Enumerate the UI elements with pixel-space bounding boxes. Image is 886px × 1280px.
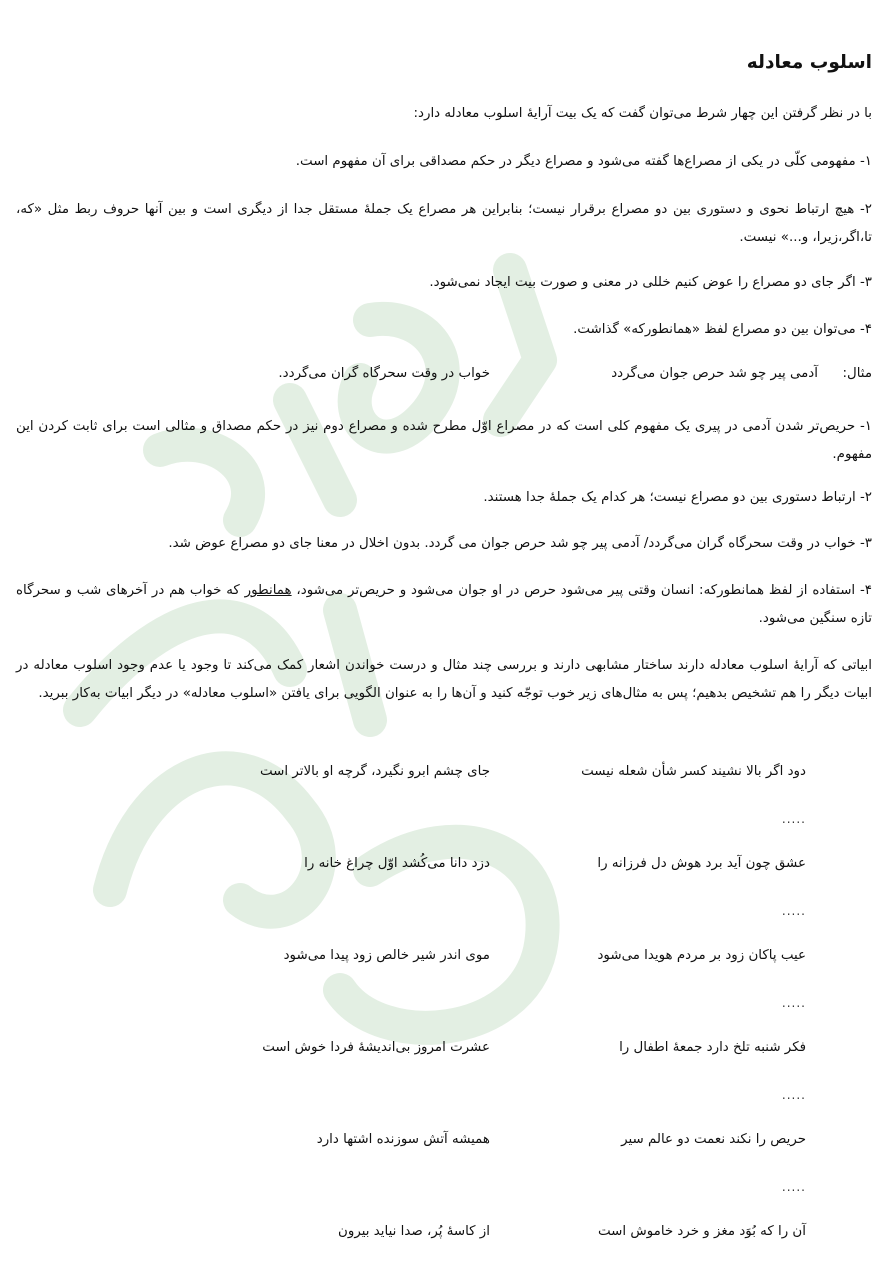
- verse-3-hemistich-1: عیب پاکان زود بر مردم هویدا می‌شود: [597, 948, 806, 963]
- analysis-4: [16, 577, 872, 633]
- condition-3: ۳- اگر جای دو مصراع را عوض کنیم خللی در معنی و صورت بیت ایجاد نمی‌شود.: [429, 275, 872, 290]
- verse-1-dots: .....: [781, 812, 806, 826]
- analysis-4-after: که خواب هم در آخرهای شب و سحرگاه تازه سنگین می‌شود.: [16, 583, 872, 626]
- page-title: اسلوب معادله: [746, 52, 872, 73]
- example-hemistich-1: آدمی پیر چو شد حرص جوان می‌گردد: [611, 366, 818, 381]
- analysis-3: ۳- خواب در وقت سحرگاه گران می‌گردد/ آدمی پیر چو شد حرص جوان می گردد. بدون اخلال در معنا جای دو مصراع عوض شد.: [168, 536, 872, 551]
- verse-2-dots: .....: [781, 904, 806, 918]
- verse-5-dots: .....: [781, 1180, 806, 1194]
- verse-4-dots: .....: [781, 1088, 806, 1102]
- verse-2-hemistich-1: عشق چون آید برد هوش دل فرزانه را: [597, 856, 806, 871]
- verse-1-hemistich-1: دود اگر بالا نشیند کسر شأن شعله نیست: [581, 764, 806, 779]
- condition-1: ۱- مفهومی کلّی در یکی از مصراع‌ها گفته می‌شود و مصراع دیگر در حکم مصداقی برای آن مفهوم است.: [295, 154, 872, 169]
- verse-2-hemistich-2: دزد دانا می‌کُشد اوّل چراغ خانه را: [304, 856, 490, 871]
- verse-4-hemistich-2: عشرت امروز بی‌اندیشهٔ فردا خوش است: [262, 1040, 490, 1055]
- example-label: مثال:: [842, 366, 872, 381]
- analysis-2: ۲- ارتباط دستوری بین دو مصراع نیست؛ هر کدام یک جملهٔ جدا هستند.: [483, 490, 872, 505]
- verse-4-hemistich-1: فکر شنبه تلخ دارد جمعهٔ اطفال را: [619, 1040, 806, 1055]
- verse-3-dots: .....: [781, 996, 806, 1010]
- condition-2: ۲- هیچ ارتباط نحوی و دستوری بین دو مصراع برقرار نیست؛ بنابراین هر مصراع یک جملهٔ مستقل جدا از دیگری است و بین آنها حروف ربط مثل «که، تا،اگر،زیرا، و...» نیست.: [16, 202, 872, 245]
- verse-6-hemistich-2: از کاسهٔ پُر، صدا نیاید بیرون: [338, 1224, 490, 1239]
- verse-5-hemistich-2: همیشه آتش سوزنده اشتها دارد: [316, 1132, 490, 1147]
- closing-paragraph: ابیاتی که آرایهٔ اسلوب معادله دارند ساختار مشابهی دارند و بررسی چند مثال و درست خواندن اشعار کمک می‌کند تا وجود یا عدم وجود اسلوب معادله در ابیات دیگر را هم تشخیص بدهیم؛ پس به مثال‌های زیر خوب توجّه کنید و آن‌ها را به عنوان الگویی برای یافتن «اسلوب معادله» در دیگر ابیات به‌کار ببرید.: [16, 658, 872, 701]
- analysis-4-underlined: همانطور: [244, 583, 292, 598]
- analysis-4-before: ۴- استفاده از لفظ همانطورکه: انسان وقتی پیر می‌شود حرص در او جوان می‌شود و حریص‌تر می‌شود،: [291, 583, 872, 598]
- verse-1-hemistich-2: جای چشم ابرو نگیرد، گرچه او بالاتر است: [260, 764, 490, 779]
- verse-6-hemistich-1: آن را که بُوَد مغز و خرد خاموش است: [598, 1224, 806, 1239]
- condition-4: ۴- می‌توان بین دو مصراع لفظ «همانطورکه» گذاشت.: [573, 322, 872, 337]
- analysis-1: ۱- حریص‌تر شدن آدمی در پیری یک مفهوم کلی است که در مصراع اوّل مطرح شده و مصراع دوم نیز در حکم مصداق و مثالی است برای ثابت کردن این مفهوم.: [16, 419, 872, 462]
- verse-3-hemistich-2: موی اندر شیر خالص زود پیدا می‌شود: [283, 948, 490, 963]
- example-hemistich-2: خواب در وقت سحرگاه گران می‌گردد.: [278, 366, 490, 381]
- intro-text: با در نظر گرفتن این چهار شرط می‌توان گفت که یک بیت آرایهٔ اسلوب معادله دارد:: [413, 106, 872, 121]
- verse-5-hemistich-1: حریص را نکند نعمت دو عالم سیر: [621, 1132, 806, 1147]
